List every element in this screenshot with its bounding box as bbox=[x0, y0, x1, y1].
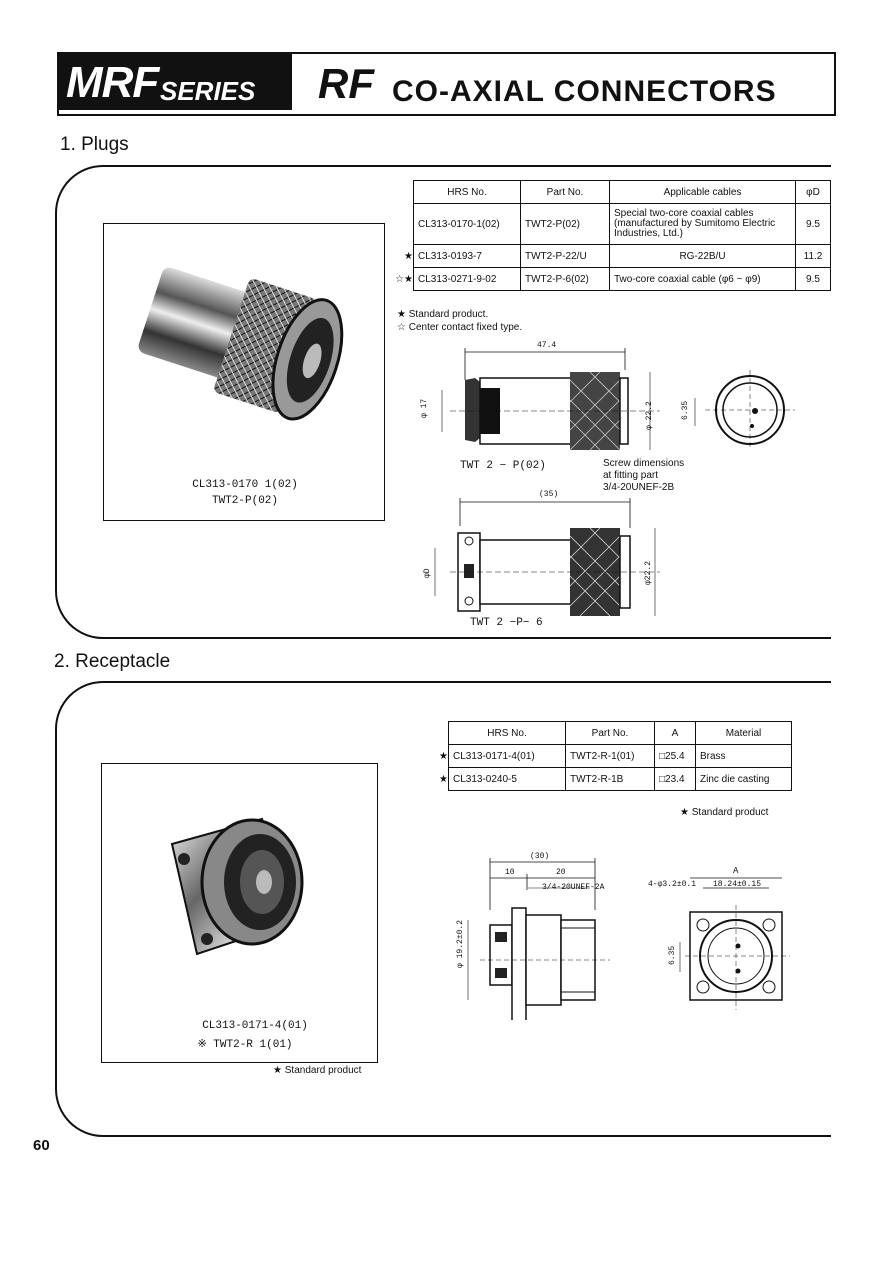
part-no-cell: TWT2-P-6(02) bbox=[521, 268, 610, 291]
dim-total-label: (30) bbox=[530, 852, 550, 861]
hrs-no-cell: CL313-0170-1(02) bbox=[414, 204, 521, 245]
page-number: 60 bbox=[33, 1137, 50, 1154]
a-cell: □23.4 bbox=[655, 768, 696, 791]
dim-d-label: φD bbox=[423, 568, 432, 578]
dim-d-label: φ 19.2±0.2 bbox=[456, 919, 465, 968]
dim-side-label: 6.35 bbox=[681, 400, 690, 420]
cable-cell: RG-22B/U bbox=[610, 245, 796, 268]
pitch-label: 18.24±0.15 bbox=[713, 880, 762, 889]
part-no-cell: TWT2-P-22/U bbox=[521, 245, 610, 268]
row-mark bbox=[395, 204, 414, 245]
cable-cell: Two-core coaxial cable (φ6 ~ φ9) bbox=[610, 268, 796, 291]
receptacle-photo-caption-1: CL313-0171-4(01) bbox=[202, 1020, 308, 1032]
diameter-cell: 9.5 bbox=[796, 204, 831, 245]
plugs-section-title: 1. Plugs bbox=[60, 134, 129, 155]
dim-d2-label: φ22.2 bbox=[644, 560, 653, 585]
row-mark: ★ bbox=[404, 250, 413, 262]
plug-photo-caption-1: CL313-0170 1(02) bbox=[192, 479, 298, 491]
diameter-cell: 11.2 bbox=[796, 245, 831, 268]
standard-product-note: ★ Standard product. bbox=[397, 309, 489, 320]
col-applicable-cables: Applicable cables bbox=[610, 181, 796, 204]
a-cell: □25.4 bbox=[655, 745, 696, 768]
receptacle-photo-note: ★ Standard product bbox=[273, 1065, 362, 1076]
drawing-label-twt2-p02: TWT 2 − P(02) bbox=[460, 460, 546, 472]
dim-side-label: 6.35 bbox=[668, 945, 677, 965]
plugs-table-wrap bbox=[395, 180, 831, 291]
col-a: A bbox=[655, 722, 696, 745]
thread-label: 3/4-20UNEF-2A bbox=[542, 883, 605, 892]
hrs-no-cell: CL313-0171-4(01) bbox=[449, 745, 566, 768]
col-hrs-no: HRS No. bbox=[414, 181, 521, 204]
receptacle-table-note: ★ Standard product bbox=[680, 807, 769, 818]
col-hrs-no: HRS No. bbox=[449, 722, 566, 745]
drawing-label-twt2-p6: TWT 2 −P− 6 bbox=[470, 617, 543, 629]
plug-connector-photo bbox=[104, 224, 384, 464]
holes-label: 4-φ3.2±0.1 bbox=[648, 880, 697, 889]
col-diameter: φD bbox=[796, 181, 831, 204]
dim-d1-label: φ 17 bbox=[420, 398, 429, 418]
rf-text: RF bbox=[318, 60, 374, 107]
diameter-cell: 9.5 bbox=[796, 268, 831, 291]
receptacle-drawing bbox=[440, 850, 820, 1020]
part-no-cell: TWT2-P(02) bbox=[521, 204, 610, 245]
dim-a-label: 10 bbox=[505, 868, 515, 877]
part-no-cell: TWT2-R-1B bbox=[566, 768, 655, 791]
material-cell: Brass bbox=[696, 745, 792, 768]
col-part-no: Part No. bbox=[521, 181, 610, 204]
receptacle-photo-caption-2: ※ TWT2-R 1(01) bbox=[197, 1039, 293, 1051]
screw-note-1: Screw dimensions bbox=[603, 458, 685, 469]
table-header-row bbox=[432, 722, 792, 745]
row-mark: ★ bbox=[439, 750, 448, 762]
material-cell: Zinc die casting bbox=[696, 768, 792, 791]
series-mrf-text: MRF bbox=[66, 58, 159, 107]
hrs-no-cell: CL313-0193-7 bbox=[414, 245, 521, 268]
dim-d2-label: φ 22.2 bbox=[645, 401, 654, 430]
cable-cell: Special two-core coaxial cables (manufactured by Sumitomo Electric Industries, Ltd.) bbox=[610, 204, 796, 245]
receptacle-table-wrap bbox=[432, 721, 792, 791]
plug-photo-caption-2: TWT2-P(02) bbox=[211, 495, 278, 507]
col-part-no: Part No. bbox=[566, 722, 655, 745]
plug-drawing-twt2-p6 bbox=[420, 488, 680, 618]
hrs-no-cell: CL313-0240-5 bbox=[449, 768, 566, 791]
screw-note-3: 3/4-20UNEF-2B bbox=[603, 482, 675, 493]
plug-photo-frame bbox=[103, 223, 385, 521]
receptacle-spec-table bbox=[432, 721, 792, 791]
hrs-no-cell: CL313-0271-9-02 bbox=[414, 268, 521, 291]
row-mark: ★ bbox=[439, 773, 448, 785]
plugs-spec-table bbox=[395, 180, 831, 291]
dim-a-letter: A bbox=[733, 866, 739, 876]
center-contact-note: ☆ Center contact fixed type. bbox=[397, 322, 523, 333]
table-row bbox=[432, 745, 792, 768]
part-no-cell: TWT2-R-1(01) bbox=[566, 745, 655, 768]
dim-length-label: 47.4 bbox=[537, 341, 557, 350]
page-title: CO-AXIAL CONNECTORS bbox=[392, 75, 777, 108]
series-word-text: SERIES bbox=[160, 76, 256, 106]
col-material: Material bbox=[696, 722, 792, 745]
receptacle-photo-frame bbox=[101, 763, 378, 1063]
screw-note-2: at fitting part bbox=[603, 470, 659, 481]
row-mark: ☆★ bbox=[395, 273, 413, 285]
dim-length-label: (35) bbox=[539, 490, 559, 499]
table-row bbox=[395, 245, 831, 268]
table-row bbox=[395, 268, 831, 291]
table-row bbox=[432, 768, 792, 791]
receptacle-connector-photo bbox=[102, 764, 377, 1004]
dim-b-label: 20 bbox=[556, 868, 566, 877]
receptacle-section-title: 2. Receptacle bbox=[54, 651, 171, 672]
table-row bbox=[395, 204, 831, 245]
table-header-row bbox=[395, 181, 831, 204]
